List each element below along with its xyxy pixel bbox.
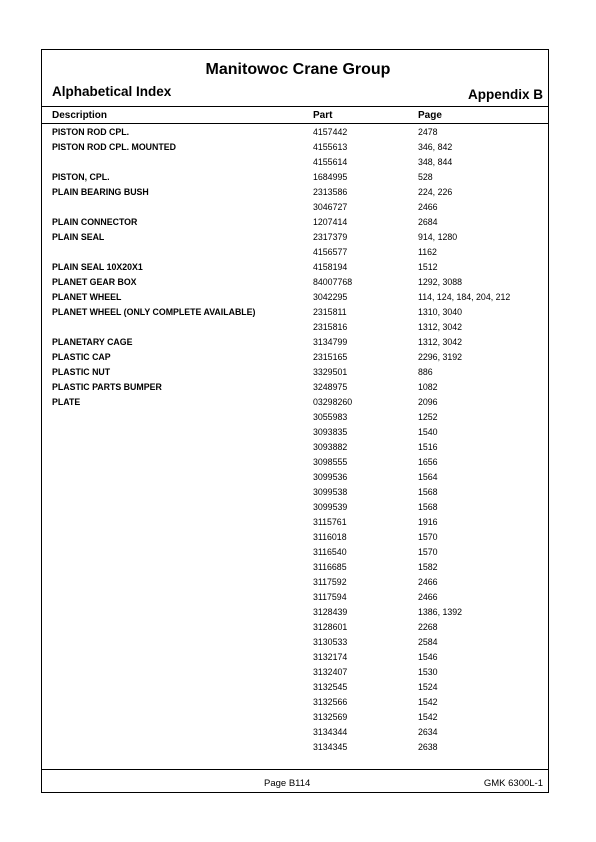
row-part-number: 2315165 bbox=[313, 352, 348, 362]
table-row bbox=[0, 380, 596, 395]
row-page-reference: 1530 bbox=[418, 667, 438, 677]
row-page-reference: 2684 bbox=[418, 217, 438, 227]
row-part-number: 3098555 bbox=[313, 457, 348, 467]
table-row bbox=[0, 275, 596, 290]
row-part-number: 3093882 bbox=[313, 442, 348, 452]
row-part-number: 3128601 bbox=[313, 622, 348, 632]
table-row bbox=[0, 140, 596, 155]
row-page-reference: 1570 bbox=[418, 532, 438, 542]
row-part-number: 3046727 bbox=[313, 202, 348, 212]
row-page-reference: 346, 842 bbox=[418, 142, 453, 152]
table-row bbox=[0, 455, 596, 470]
table-row bbox=[0, 335, 596, 350]
row-description: PLASTIC PARTS BUMPER bbox=[52, 382, 162, 392]
footer-divider bbox=[41, 769, 549, 770]
row-description: PLAIN SEAL 10X20X1 bbox=[52, 262, 143, 272]
row-part-number: 3116540 bbox=[313, 547, 347, 557]
row-part-number: 1684995 bbox=[313, 172, 348, 182]
row-page-reference: 2466 bbox=[418, 592, 438, 602]
column-header-divider bbox=[41, 123, 549, 124]
table-row bbox=[0, 215, 596, 230]
row-page-reference: 1570 bbox=[418, 547, 438, 557]
row-page-reference: 348, 844 bbox=[418, 157, 453, 167]
row-page-reference: 1082 bbox=[418, 382, 438, 392]
table-row bbox=[0, 425, 596, 440]
table-row bbox=[0, 155, 596, 170]
row-page-reference: 1292, 3088 bbox=[418, 277, 463, 287]
row-page-reference: 1252 bbox=[418, 412, 438, 422]
row-page-reference: 1512 bbox=[418, 262, 438, 272]
table-row bbox=[0, 395, 596, 410]
row-page-reference: 1546 bbox=[418, 652, 438, 662]
row-part-number: 2315816 bbox=[313, 322, 348, 332]
company-title: Manitowoc Crane Group bbox=[205, 61, 391, 78]
row-part-number: 3132545 bbox=[313, 682, 348, 692]
row-page-reference: 1312, 3042 bbox=[418, 322, 463, 332]
row-part-number: 3329501 bbox=[313, 367, 348, 377]
row-part-number: 3132174 bbox=[313, 652, 348, 662]
row-part-number: 4157442 bbox=[313, 127, 348, 137]
table-row bbox=[0, 515, 596, 530]
index-table bbox=[0, 125, 596, 755]
table-row bbox=[0, 230, 596, 245]
row-page-reference: 1656 bbox=[418, 457, 438, 467]
row-part-number: 4155613 bbox=[313, 142, 348, 152]
table-row bbox=[0, 185, 596, 200]
row-page-reference: 1568 bbox=[418, 487, 438, 497]
column-header-description: Description bbox=[52, 110, 108, 121]
appendix-label: Appendix B bbox=[467, 87, 543, 102]
table-row bbox=[0, 560, 596, 575]
row-description: PLASTIC NUT bbox=[52, 367, 111, 377]
row-page-reference: 2466 bbox=[418, 577, 438, 587]
table-row bbox=[0, 440, 596, 455]
row-page-reference: 2096 bbox=[418, 397, 438, 407]
index-title: Alphabetical Index bbox=[52, 84, 172, 99]
row-description: PLAIN SEAL bbox=[52, 232, 105, 242]
row-page-reference: 914, 1280 bbox=[418, 232, 458, 242]
table-row bbox=[0, 575, 596, 590]
table-row bbox=[0, 605, 596, 620]
table-row bbox=[0, 410, 596, 425]
row-part-number: 3248975 bbox=[313, 382, 348, 392]
row-description: PISTON ROD CPL. MOUNTED bbox=[52, 142, 176, 152]
row-page-reference: 2296, 3192 bbox=[418, 352, 463, 362]
row-part-number: 3099539 bbox=[313, 502, 348, 512]
row-part-number: 3117592 bbox=[313, 577, 347, 587]
row-part-number: 2317379 bbox=[313, 232, 348, 242]
table-row bbox=[0, 260, 596, 275]
table-row bbox=[0, 320, 596, 335]
row-part-number: 3115761 bbox=[313, 517, 347, 527]
row-page-reference: 528 bbox=[418, 172, 433, 182]
row-part-number: 84007768 bbox=[313, 277, 353, 287]
row-page-reference: 1310, 3040 bbox=[418, 307, 463, 317]
row-part-number: 3132566 bbox=[313, 697, 348, 707]
row-part-number: 2313586 bbox=[313, 187, 348, 197]
row-part-number: 3055983 bbox=[313, 412, 348, 422]
row-part-number: 4155614 bbox=[313, 157, 348, 167]
row-part-number: 3093835 bbox=[313, 427, 348, 437]
row-page-reference: 1542 bbox=[418, 697, 438, 707]
table-row bbox=[0, 365, 596, 380]
table-row bbox=[0, 125, 596, 140]
row-description: PLATE bbox=[52, 397, 81, 407]
row-page-reference: 1524 bbox=[418, 682, 438, 692]
row-description: PLAIN BEARING BUSH bbox=[52, 187, 149, 197]
row-part-number: 2315811 bbox=[313, 307, 347, 317]
row-part-number: 3130533 bbox=[313, 637, 348, 647]
table-row bbox=[0, 200, 596, 215]
table-row bbox=[0, 245, 596, 260]
row-page-reference: 1516 bbox=[418, 442, 438, 452]
row-part-number: 3134345 bbox=[313, 742, 348, 752]
row-page-reference: 1542 bbox=[418, 712, 438, 722]
row-part-number: 03298260 bbox=[313, 397, 353, 407]
row-part-number: 3117594 bbox=[313, 592, 347, 602]
row-part-number: 3134344 bbox=[313, 727, 348, 737]
row-page-reference: 1312, 3042 bbox=[418, 337, 463, 347]
row-page-reference: 1386, 1392 bbox=[418, 607, 463, 617]
row-description: PLAIN CONNECTOR bbox=[52, 217, 138, 227]
row-page-reference: 2466 bbox=[418, 202, 438, 212]
table-row bbox=[0, 635, 596, 650]
row-part-number: 3128439 bbox=[313, 607, 348, 617]
row-description: PLANET GEAR BOX bbox=[52, 277, 137, 287]
row-page-reference: 1916 bbox=[418, 517, 438, 527]
row-page-reference: 2638 bbox=[418, 742, 438, 752]
row-page-reference: 2584 bbox=[418, 637, 438, 647]
table-row bbox=[0, 470, 596, 485]
table-row bbox=[0, 590, 596, 605]
table-row bbox=[0, 305, 596, 320]
table-row bbox=[0, 620, 596, 635]
row-part-number: 3132407 bbox=[313, 667, 348, 677]
table-row bbox=[0, 170, 596, 185]
row-description: PLANETARY CAGE bbox=[52, 337, 133, 347]
row-description: PLANET WHEEL (ONLY COMPLETE AVAILABLE) bbox=[52, 307, 256, 317]
row-part-number: 3116685 bbox=[313, 562, 347, 572]
table-row bbox=[0, 530, 596, 545]
table-row bbox=[0, 485, 596, 500]
row-part-number: 1207414 bbox=[313, 217, 348, 227]
row-page-reference: 1568 bbox=[418, 502, 438, 512]
row-page-reference: 2634 bbox=[418, 727, 438, 737]
row-part-number: 3099538 bbox=[313, 487, 348, 497]
row-page-reference: 1582 bbox=[418, 562, 438, 572]
column-header-part: Part bbox=[313, 110, 333, 121]
row-page-reference: 1540 bbox=[418, 427, 438, 437]
row-page-reference: 1162 bbox=[418, 247, 437, 257]
row-description: PLANET WHEEL bbox=[52, 292, 122, 302]
table-row bbox=[0, 665, 596, 680]
row-page-reference: 1564 bbox=[418, 472, 438, 482]
row-part-number: 4156577 bbox=[313, 247, 348, 257]
row-page-reference: 224, 226 bbox=[418, 187, 453, 197]
row-description: PISTON, CPL. bbox=[52, 172, 110, 182]
table-row bbox=[0, 350, 596, 365]
row-page-reference: 2478 bbox=[418, 127, 438, 137]
table-row bbox=[0, 650, 596, 665]
row-part-number: 3134799 bbox=[313, 337, 348, 347]
header-divider bbox=[41, 106, 549, 107]
table-row bbox=[0, 500, 596, 515]
row-page-reference: 2268 bbox=[418, 622, 438, 632]
row-part-number: 3099536 bbox=[313, 472, 348, 482]
row-page-reference: 886 bbox=[418, 367, 433, 377]
row-part-number: 3132569 bbox=[313, 712, 348, 722]
row-description: PISTON ROD CPL. bbox=[52, 127, 130, 137]
table-row bbox=[0, 680, 596, 695]
table-row bbox=[0, 290, 596, 305]
table-row bbox=[0, 710, 596, 725]
table-row bbox=[0, 695, 596, 710]
row-part-number: 3116018 bbox=[313, 532, 347, 542]
column-header-page: Page bbox=[418, 110, 442, 121]
table-row bbox=[0, 725, 596, 740]
page-number: Page B114 bbox=[264, 778, 311, 789]
model-number: GMK 6300L-1 bbox=[483, 778, 543, 789]
table-row bbox=[0, 545, 596, 560]
table-row bbox=[0, 740, 596, 755]
row-part-number: 4158194 bbox=[313, 262, 348, 272]
row-description: PLASTIC CAP bbox=[52, 352, 111, 362]
row-part-number: 3042295 bbox=[313, 292, 348, 302]
row-page-reference: 114, 124, 184, 204, 212 bbox=[418, 292, 511, 302]
